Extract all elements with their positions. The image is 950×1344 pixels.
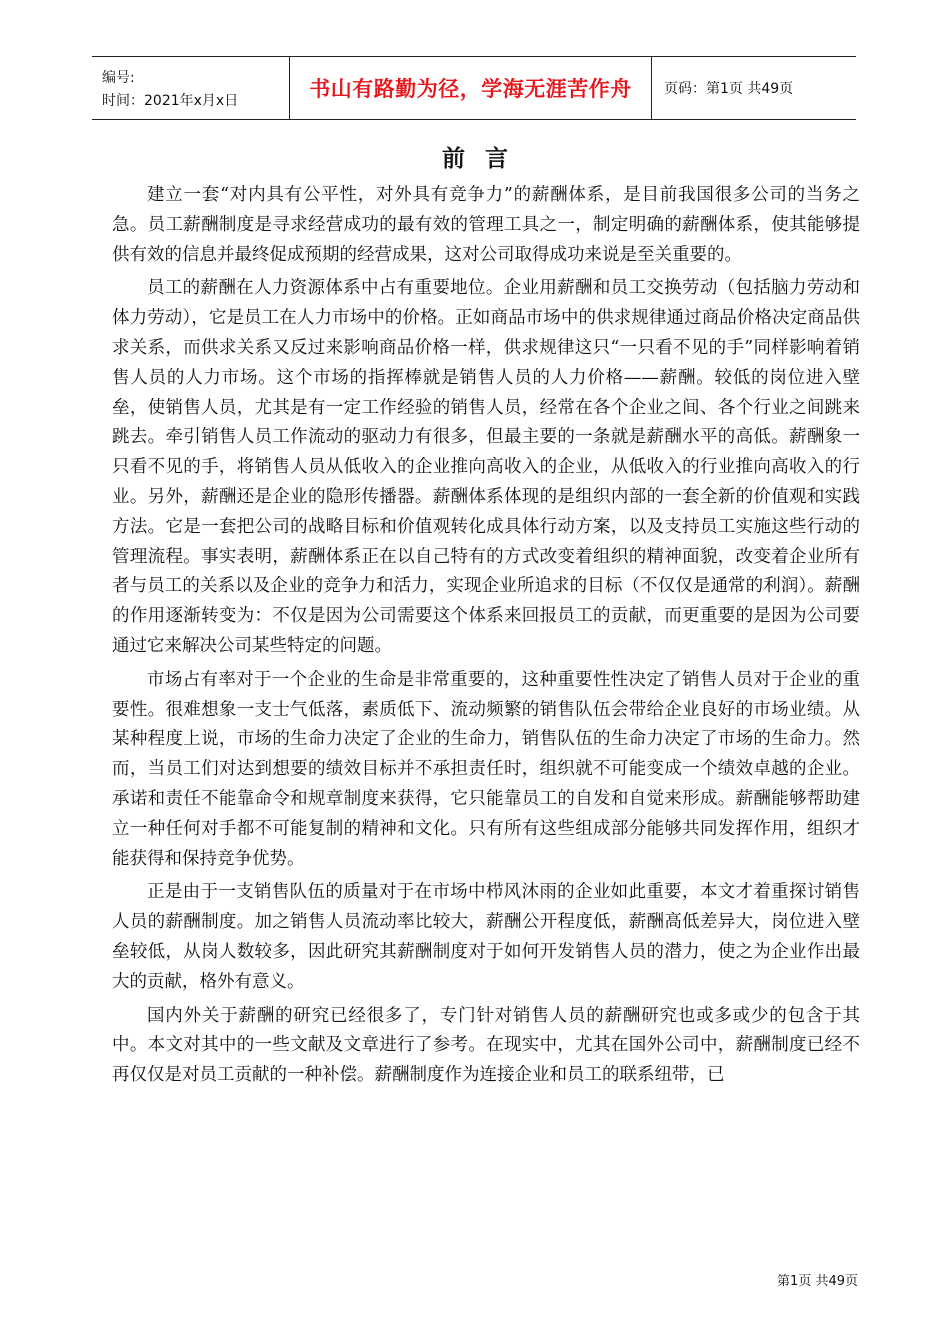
header-meta [92,57,290,119]
header-page-info: 页码：第1页 共49页 [664,81,794,97]
paragraph: 正是由于一支销售队伍的质量对于在市场中栉风沐雨的企业如此重要，本文才着重探讨销售人员的薪酬制度。加之销售人员流动率比较大，薪酬公开程度低，薪酬高低差异大，岗位进入壁垒较低，从岗人数较多，因此研究其薪酬制度对于如何开发销售人员的潜力，使之为企业作出最大的贡献，格外有意义。 [112,882,860,992]
paragraph: 国内外关于薪酬的研究已经很多了，专门针对销售人员的薪酬研究也或多或少的包含于其中。本文对其中的一些文献及文章进行了参考。在现实中，尤其在国外公司中，薪酬制度已经不再仅仅是对员工贡献的一种补偿。薪酬制度作为连接企业和员工的联系纽带，已 [112,1005,860,1086]
page-header [92,56,856,120]
body-text [112,181,860,1095]
time-label: 时间：2021年x月x日 [102,92,239,109]
paragraph: 员工的薪酬在人力资源体系中占有重要地位。企业用薪酬和员工交换劳动（包括脑力劳动和体力劳动），它是员工在人力市场中的价格。正如商品市场中的供求规律通过商品价格决定商品供求关系，而供求关系又反过来影响商品价格一样，供求规律这只“一只看不见的手”同样影响着销售人员的人力市场。这个市场的指挥棒就是销售人员的人力价格——薪酬。较低的岗位进入壁垒，使销售人员，尤其是有一定工作经验的销售人员，经常在各个企业之间、各个行业之间跳来跳去。牵引销售人员工作流动的驱动力有很多，但最主要的一条就是薪酬水平的高低。薪酬象一只看不见的手，将销售人员从低收入的企业推向高收入的企业，从低收入的行业推向高收入的行业。另外，薪酬还是企业的隐形传播器。薪酬体系体现的是组织内部的一套全新的价值观和实践方法。它是一套把公司的战略目标和价值观转化成具体行动方案，以及支持员工实施这些行动的管理流程。事实表明，薪酬体系正在以自己特有的方式改变着组织的精神面貌，改变着企业所有者与员工的关系以及企业的竞争力和活力，实现企业所追求的目标（不仅仅是通常的利润）。薪酬的作用逐渐转变为：不仅是因为公司需要这个体系来回报员工的贡献，而更重要的是因为公司要通过它来解决公司某些特定的问题。 [112,278,860,656]
page-title: 前言 [442,145,528,172]
header-motto: 书山有路勤为径，学海无涯苦作舟 [290,57,652,119]
page-footer: 第1页 共49页 [777,1274,858,1289]
paragraph: 市场占有率对于一个企业的生命是非常重要的，这种重要性性决定了销售人员对于企业的重要性。很难想象一支士气低落，素质低下、流动频繁的销售队伍会带给企业良好的市场业绩。从某种程度上说，市场的生命力决定了企业的生命力，销售队伍的生命力决定了市场的生命力。然而，当员工们对达到想要的绩效目标并不承担责任时，组织就不可能变成一个绩效卓越的企业。承诺和责任不能靠命令和规章制度来获得，它只能靠员工的自发和自觉来形成。薪酬能够帮助建立一种任何对手都不可能复制的精神和文化。只有所有这些组成部分能够共同发挥作用，组织才能获得和保持竞争优势。 [112,669,860,869]
number-label: 编号: [102,69,135,86]
paragraph: 建立一套“对内具有公平性，对外具有竞争力”的薪酬体系，是目前我国很多公司的当务之急。员工薪酬制度是寻求经营成功的最有效的管理工具之一，制定明确的薪酬体系，使其能够提供有效的信息并最终促成预期的经营成果，这对公司取得成功来说是至关重要的。 [112,185,860,265]
